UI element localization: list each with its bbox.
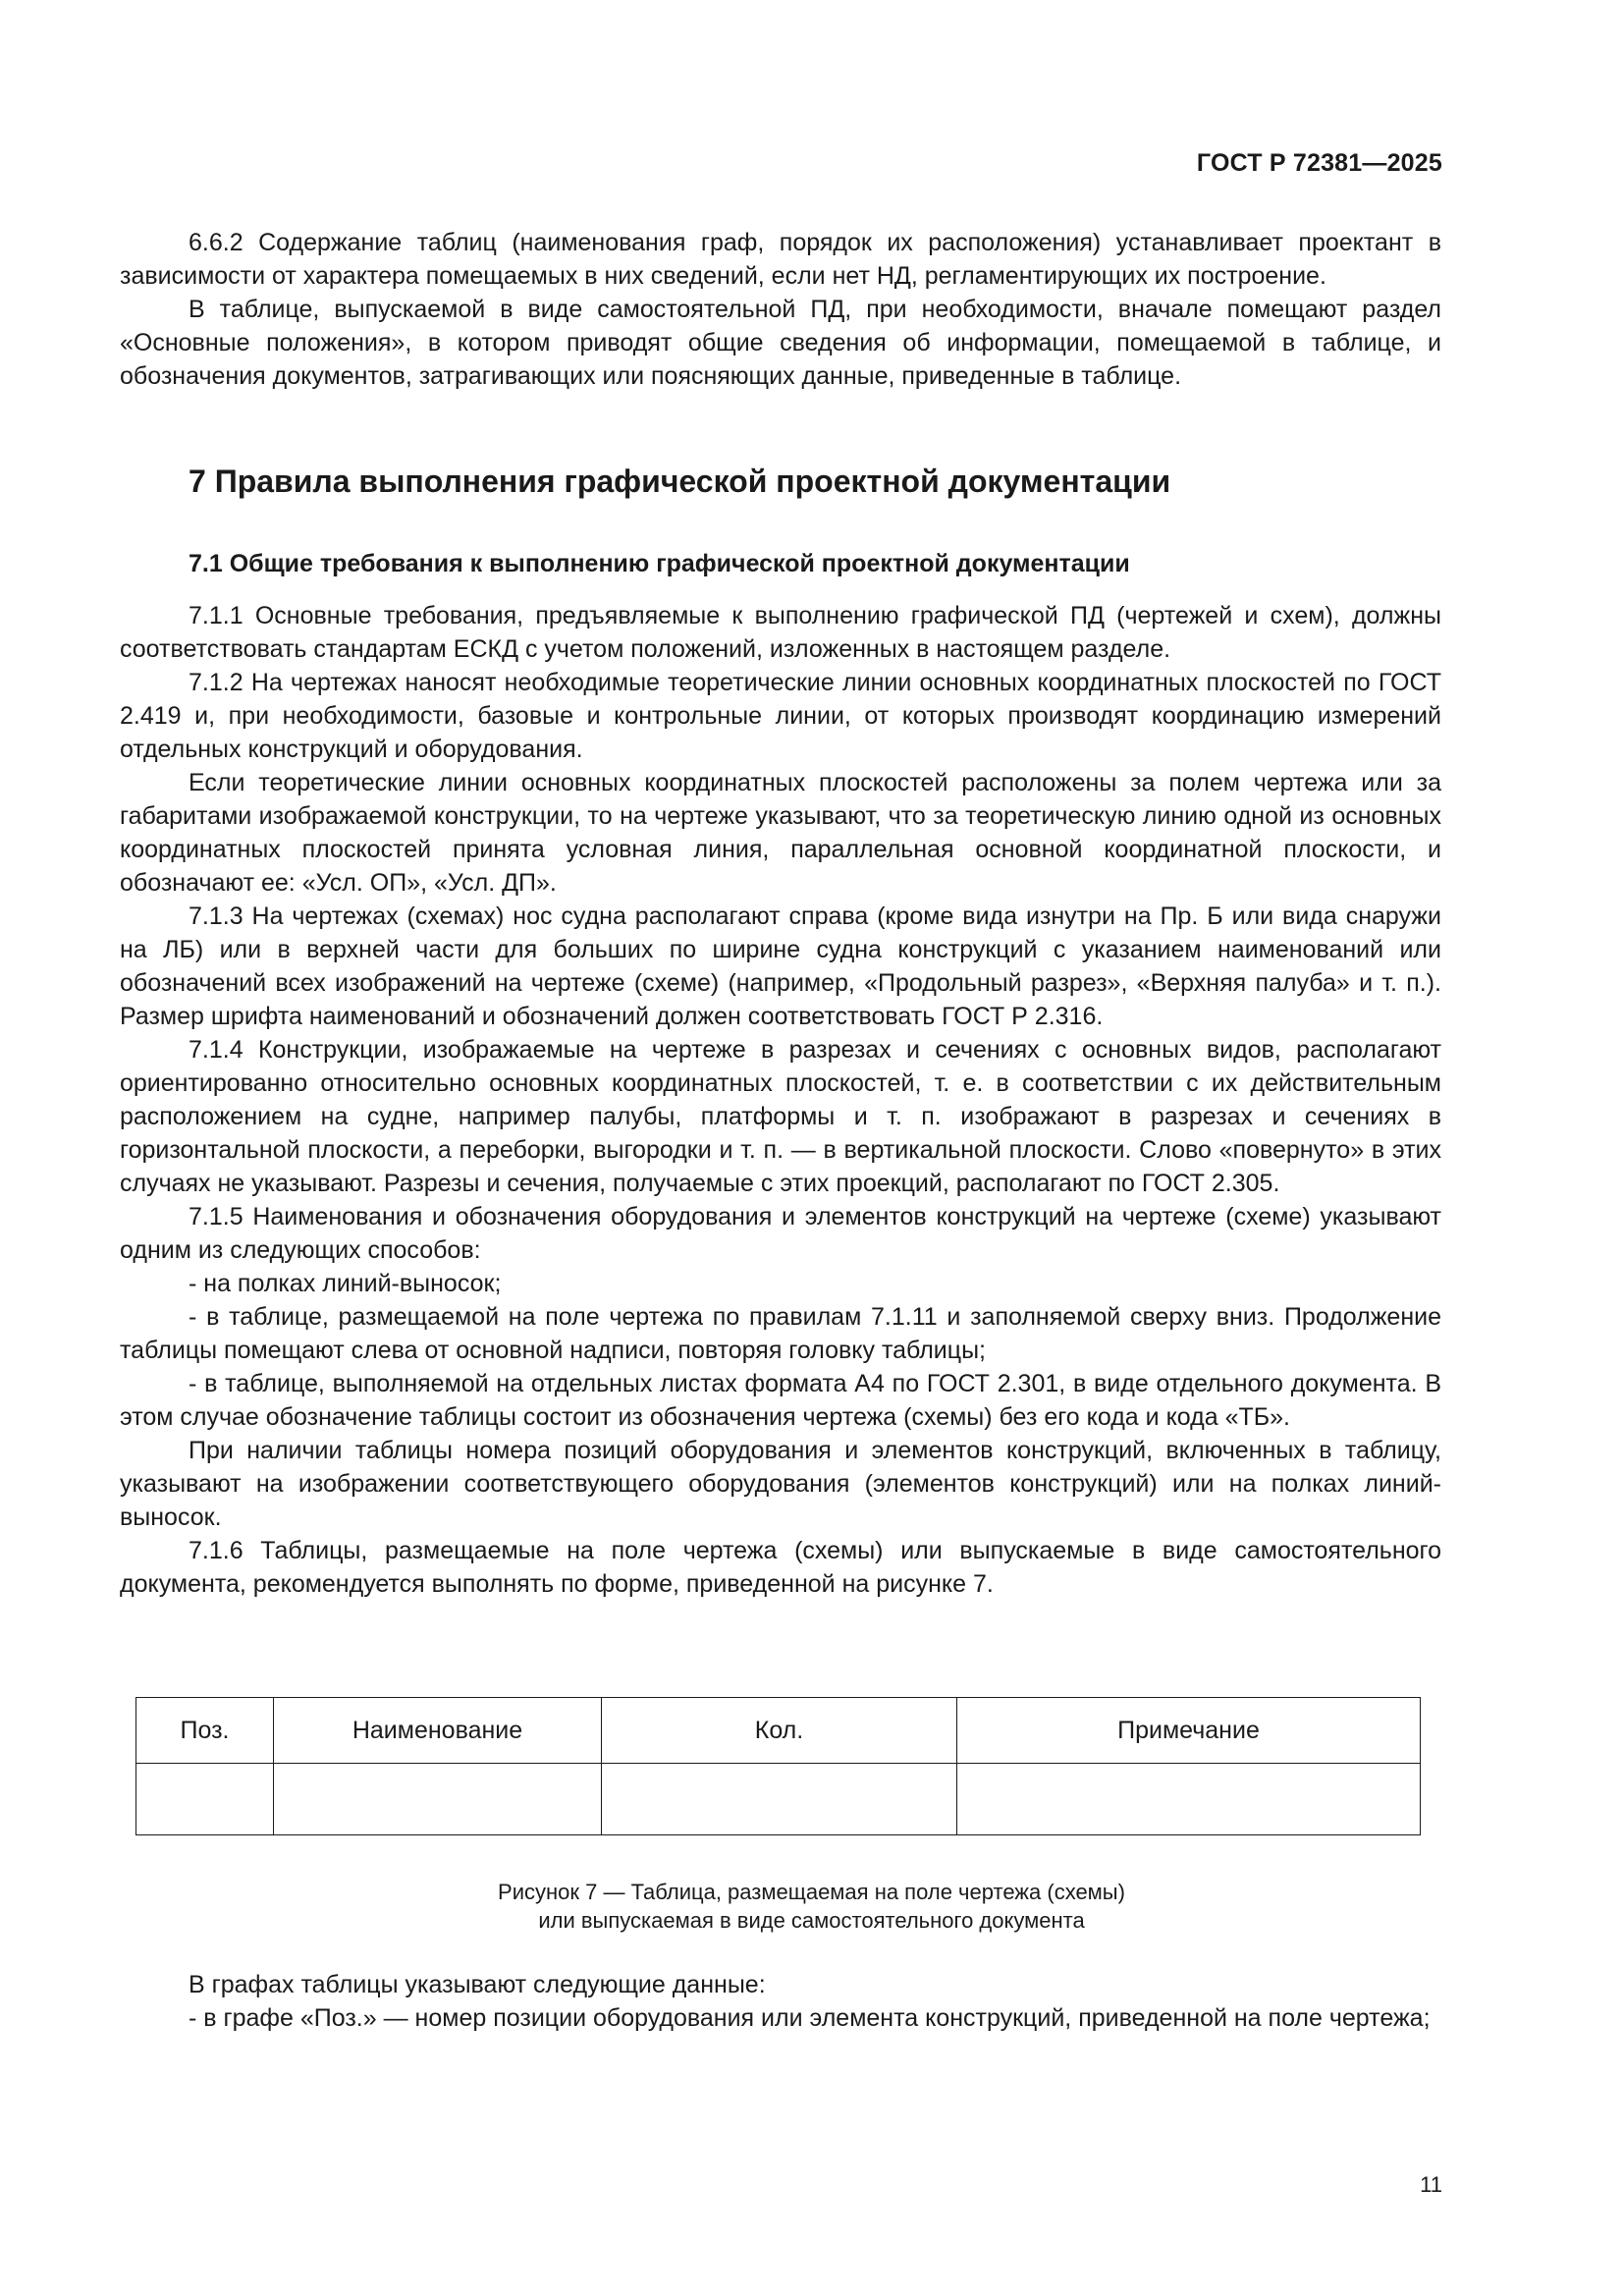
figure-7-table xyxy=(135,1697,1421,1835)
subsection-heading: 7.1 Общие требования к выполнению графической проектной документации xyxy=(189,550,1130,577)
paragraph: 7.1.1 Основные требования, предъявляемые к выполнению графической ПД (чертежей и схем), должны соответствовать стандартам ЕСКД с учетом положений, изложенных в настоящем разделе. xyxy=(120,602,1441,663)
page-number: 11 xyxy=(1420,2172,1442,2197)
table-cell xyxy=(274,1764,602,1835)
paragraph: 7.1.6 Таблицы, размещаемые на поле чертежа (схемы) или выпускаемые в виде самостоятельного документа, рекомендуется выполнять по форме, приведенной на рисунке 7. xyxy=(120,1537,1441,1598)
list-item: - на полках линий-выносок; xyxy=(189,1270,502,1297)
document-code: ГОСТ Р 72381—2025 xyxy=(1196,149,1442,177)
paragraph: 7.1.5 Наименования и обозначения оборудования и элементов конструкций на чертеже (схеме) указывают одним из следующих способов: xyxy=(120,1203,1441,1264)
header-cell-name: Наименование xyxy=(274,1698,602,1764)
section-paragraphs xyxy=(120,599,1441,1601)
caption-line: или выпускаемая в виде самостоятельного документа xyxy=(538,1908,1085,1933)
header-cell-qty: Кол. xyxy=(602,1698,957,1764)
paragraph: Если теоретические линии основных координатных плоскостей расположены за полем чертежа или за габаритами изображаемой конструкции, то на чертеже указывают, что за теоретическую линию одной из основных координатных плоскостей принята условная линия, параллельная основной координатной плоскости, и обозначают ее: «Усл. ОП», «Усл. ДП». xyxy=(120,769,1441,897)
caption-line: Рисунок 7 — Таблица, размещаемая на поле чертежа (схемы) xyxy=(498,1880,1125,1904)
paragraph: 7.1.2 На чертежах наносят необходимые теоретические линии основных координатных плоскостей по ГОСТ 2.419 и, при необходимости, базовые и контрольные линии, от которых производят координацию измерений отдельных конструкций и оборудования. xyxy=(120,669,1441,763)
intro-paragraphs xyxy=(120,226,1441,393)
header-cell-pos: Поз. xyxy=(136,1698,274,1764)
table-row xyxy=(136,1764,1421,1835)
table-cell xyxy=(136,1764,274,1835)
paragraph: В графах таблицы указывают следующие данные: xyxy=(189,1971,766,1998)
list-item: - в таблице, размещаемой на поле чертежа по правилам 7.1.11 и заполняемой сверху вниз. Продолжение таблицы помещают слева от основной надписи, повторяя головку таблицы; xyxy=(120,1303,1441,1364)
paragraph: В таблице, выпускаемой в виде самостоятельной ПД, при необходимости, вначале помещают раздел «Основные положения», в котором приводят общие сведения об информации, помещаемой в таблице, и обозначения документов, затрагивающих или поясняющих данные, приведенные в таблице. xyxy=(120,296,1441,390)
paragraph: При наличии таблицы номера позиций оборудования и элементов конструкций, включенных в таблицу, указывают на изображении соответствующего оборудования (элементов конструкций) или на полках линий-выносок. xyxy=(120,1437,1441,1531)
section-heading: 7 Правила выполнения графической проектной документации xyxy=(189,464,1171,499)
list-item: - в графе «Поз.» — номер позиции оборудования или элемента конструкций, приведенной на поле чертежа; xyxy=(189,2004,1431,2032)
header-cell-note: Примечание xyxy=(957,1698,1421,1764)
closing-paragraphs xyxy=(120,1968,1441,2035)
paragraph: 7.1.3 На чертежах (схемах) нос судна располагают справа (кроме вида изнутри на Пр. Б или вида снаружи на ЛБ) или в верхней части для больших по ширине судна конструкций с указанием наименований или обозначений всех изображений на чертеже (схеме) (например, «Продольный разрез», «Верхняя палуба» и т. п.). Размер шрифта наименований и обозначений должен соответствовать ГОСТ Р 2.316. xyxy=(120,902,1441,1030)
paragraph: 6.6.2 Содержание таблиц (наименования граф, порядок их расположения) устанавливает проектант в зависимости от характера помещаемых в них сведений, если нет НД, регламентирующих их построение. xyxy=(120,229,1441,290)
table-cell xyxy=(957,1764,1421,1835)
table-cell xyxy=(602,1764,957,1835)
list-item: - в таблице, выполняемой на отдельных листах формата А4 по ГОСТ 2.301, в виде отдельного документа. В этом случае обозначение таблицы состоит из обозначения чертежа (схемы) без его кода и кода «ТБ». xyxy=(120,1370,1441,1431)
paragraph: 7.1.4 Конструкции, изображаемые на чертеже в разрезах и сечениях с основных видов, располагают ориентированно относительно основных координатных плоскостей, т. е. в соответствии с их действительным расположением на судне, например палубы, платформы и т. п. изображают в разрезах и сечениях в горизонтальной плоскости, а переборки, выгородки и т. п. — в вертикальной плоскости. Слово «повернуто» в этих случаях не указывают. Разрезы и сечения, получаемые с этих проекций, располагают по ГОСТ 2.305. xyxy=(120,1036,1441,1197)
figure-caption xyxy=(0,1878,1623,1935)
table-header-row xyxy=(136,1698,1421,1764)
